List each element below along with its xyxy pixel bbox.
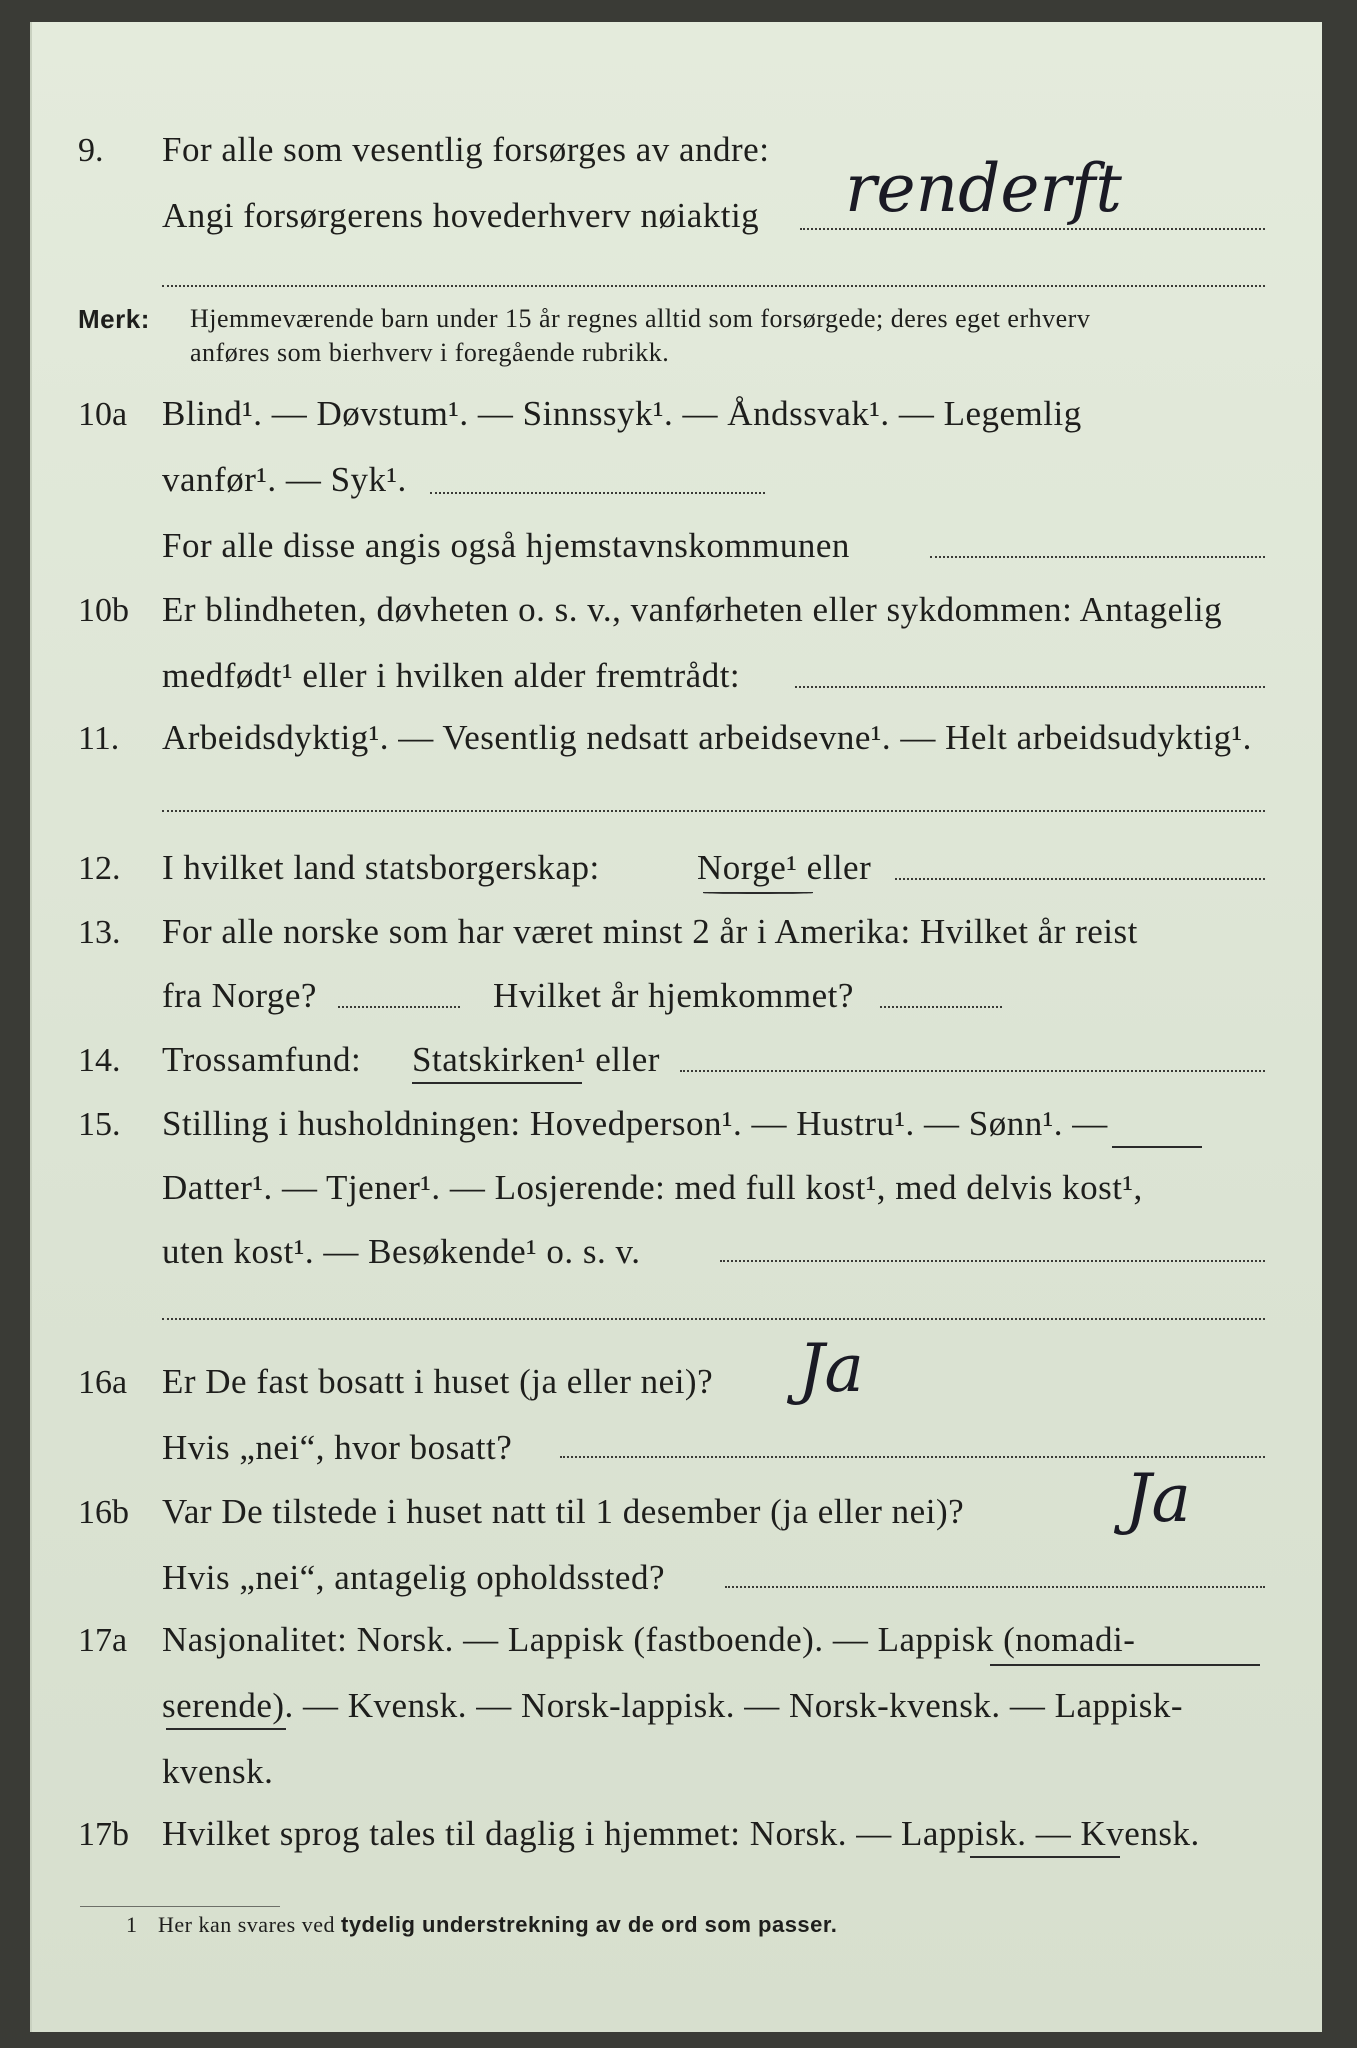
q16a-line-1: Er De fast bosatt i huset (ja eller nei)?	[162, 1362, 714, 1401]
q17a-underline-serende	[166, 1728, 286, 1730]
q13-year-left-line	[338, 1006, 460, 1008]
q17b-number: 17b	[78, 1816, 129, 1853]
footnote-rule	[80, 1906, 280, 1907]
q12-underline-norge	[703, 892, 813, 894]
merk-line-2: anføres som bierhverv i foregående rubrikk.	[190, 338, 670, 367]
q9-line-1: For alle som vesentlig forsørges av andre:	[162, 130, 770, 169]
footnote-text	[158, 1912, 837, 1938]
q14-number: 14.	[78, 1042, 121, 1079]
q16a-line-2: Hvis „nei“, hvor bosatt?	[162, 1428, 513, 1467]
merk-line-1: Hjemmeværende barn under 15 år regnes alltid som forsørgede; deres eget erhverv	[190, 304, 1091, 333]
q15-line-1: Stilling i husholdningen: Hovedperson¹. — Hustru¹. — Sønn¹. —	[162, 1104, 1108, 1143]
q16b-handwritten-answer: Ja	[1125, 1460, 1191, 1537]
q15-answer-line	[720, 1260, 1265, 1262]
q10a-line-1: Blind¹. — Døvstum¹. — Sinnssyk¹. — Åndssvak¹. — Legemlig	[162, 394, 1082, 433]
q13-line-2b: Hvilket år hjemkommet?	[493, 976, 854, 1015]
q10b-answer-line	[795, 686, 1265, 688]
q12-answer-line	[895, 878, 1265, 880]
q15-number: 15.	[78, 1106, 121, 1143]
q12-number: 12.	[78, 850, 121, 887]
q15-extra-line	[162, 1318, 1265, 1320]
q10a-number: 10a	[78, 396, 128, 433]
q12-line-1b: Norge¹ eller	[697, 848, 872, 887]
q16b-answer-line	[725, 1586, 1265, 1588]
q14-line-1b: Statskirken¹ eller	[412, 1040, 660, 1079]
q13-number: 13.	[78, 914, 121, 951]
q17b-underline-lappisk	[970, 1856, 1120, 1858]
q9-answer-line	[800, 228, 1265, 230]
q11-line-1: Arbeidsdyktig¹. — Vesentlig nedsatt arbeidsevne¹. — Helt arbeidsudyktig¹.	[162, 718, 1252, 757]
q10a-home-municipality-line	[930, 556, 1265, 558]
q10b-line-2: medfødt¹ eller i hvilken alder fremtrådt:	[162, 656, 741, 695]
q10b-line-1: Er blindheten, døvheten o. s. v., vanførheten eller sykdommen: Antagelig	[162, 590, 1223, 629]
q12-line-1a: I hvilket land statsborgerskap:	[162, 848, 600, 887]
q14-line-1a: Trossamfund:	[162, 1040, 362, 1079]
footnote-bold: tydelig understrekning av de ord som passer.	[341, 1912, 838, 1937]
q9-extra-line	[162, 285, 1265, 287]
q15-line-3: uten kost¹. — Besøkende¹ o. s. v.	[162, 1232, 641, 1271]
merk-label: Merk:	[78, 304, 150, 334]
q10b-number: 10b	[78, 592, 129, 629]
q16b-line-2: Hvis „nei“, antagelig opholdssted?	[162, 1558, 665, 1597]
q14-underline-statskirken	[412, 1082, 582, 1084]
q9-handwritten-answer: renderft	[845, 150, 1122, 227]
q16a-answer-line	[560, 1456, 1265, 1458]
q17a-line-3: kvensk.	[162, 1752, 274, 1791]
q16b-line-1: Var De tilstede i huset natt til 1 desember (ja eller nei)?	[162, 1492, 965, 1531]
q9-line-2: Angi forsørgerens hovederhverv nøiaktig	[162, 196, 760, 235]
q14-answer-line	[680, 1070, 1265, 1072]
q16a-number: 16a	[78, 1364, 128, 1401]
q17a-line-2: serende). — Kvensk. — Norsk-lappisk. — Norsk-kvensk. — Lappisk-	[162, 1686, 1184, 1725]
q10a-line-2: vanfør¹. — Syk¹.	[162, 460, 407, 499]
footnote-mark: 1	[126, 1912, 138, 1937]
q10a-answer-line	[430, 492, 765, 494]
footnote-lead: Her kan svares ved	[158, 1912, 335, 1937]
q17b-line-1: Hvilket sprog tales til daglig i hjemmet: Norsk. — Lappisk. — Kvensk.	[162, 1814, 1200, 1853]
q17a-line-1: Nasjonalitet: Norsk. — Lappisk (fastboende). — Lappisk (nomadi-	[162, 1620, 1136, 1659]
q17a-underline-lappisk-nomadi	[990, 1664, 1260, 1666]
q9-number: 9.	[78, 132, 104, 169]
q15-underline-sonn	[1112, 1146, 1202, 1148]
q10a-line-3: For alle disse angis også hjemstavnskommunen	[162, 526, 850, 565]
q11-answer-line	[162, 810, 1265, 812]
q16a-handwritten-answer: Ja	[798, 1330, 864, 1407]
q13-year-returned-line	[880, 1006, 1002, 1008]
q13-line-1: For alle norske som har været minst 2 år i Amerika: Hvilket år reist	[162, 912, 1138, 951]
q13-line-2a: fra Norge?	[162, 976, 317, 1015]
q17a-number: 17a	[78, 1622, 128, 1659]
q15-line-2: Datter¹. — Tjener¹. — Losjerende: med full kost¹, med delvis kost¹,	[162, 1168, 1143, 1207]
q16b-number: 16b	[78, 1494, 129, 1531]
q11-number: 11.	[78, 720, 120, 757]
